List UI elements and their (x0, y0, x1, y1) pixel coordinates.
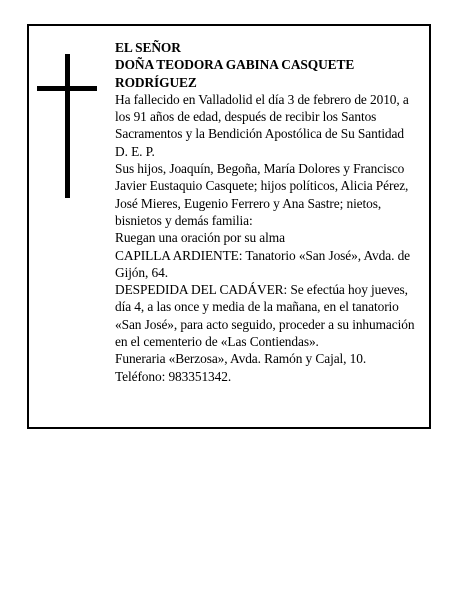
family-list: Sus hijos, Joaquín, Begoña, María Dolores y Francisco Javier Eustaquio Casquete; hijos políticos, Alicia Pérez, José Mieres, Eugenio Ferrero y Ana Sastre; nietos, bisnietos y demás familia: (115, 161, 409, 228)
title-line-1: EL SEÑOR (115, 40, 181, 55)
cross-vertical-bar (65, 54, 70, 198)
deceased-name: DOÑA TEODORA GABINA CASQUETE RODRÍGUEZ (115, 57, 355, 90)
prayer-request: Ruegan una oración por su alma (115, 230, 285, 246)
rip-line: D. E. P. (115, 143, 155, 159)
obituary-text (115, 39, 427, 385)
latin-cross-icon (37, 54, 97, 198)
farewell-info: DESPEDIDA DEL CADÁVER: Se efectúa hoy jueves, día 4, a las once y media de la mañana, en el tanatorio «San José», para acto seguido, proceder a su inhumación en el cementerio de «Las Contiendas». (115, 282, 415, 350)
cross-horizontal-bar (37, 86, 97, 91)
death-announcement: Ha fallecido en Valladolid el día 3 de febrero de 2010, a los 91 años de edad, después de recibir los Santos Sacramentos y la Bendición Apostólica de Su Santidad (115, 91, 409, 142)
funeral-home-info: Funeraria «Berzosa», Avda. Ramón y Cajal, 10. (115, 351, 367, 367)
chapel-info: CAPILLA ARDIENTE: Tanatorio «San José», Avda. de Gijón, 64. (115, 247, 411, 280)
phone-info: Teléfono: 983351342. (115, 368, 232, 384)
